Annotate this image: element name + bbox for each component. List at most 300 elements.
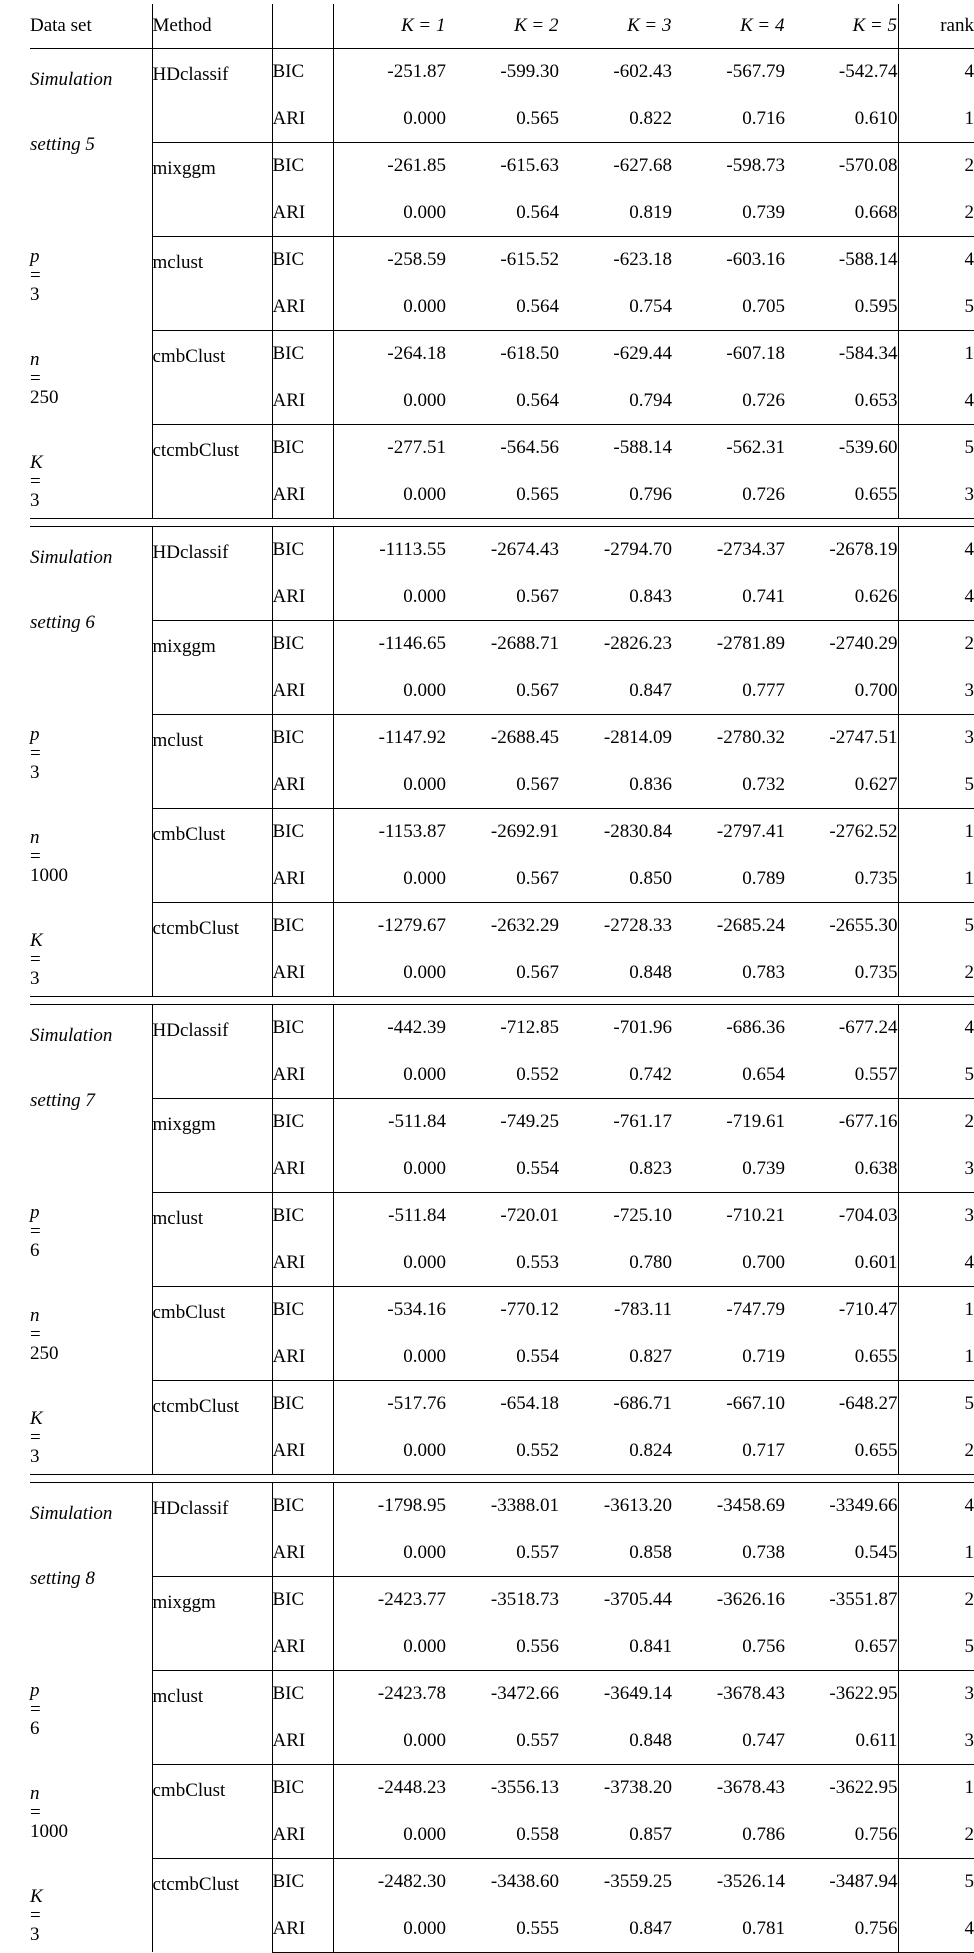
table-header-row [30, 4, 974, 48]
value-k3: 0.794 [629, 389, 672, 411]
header-rank: rank [898, 4, 974, 48]
value-k2: 0.565 [516, 107, 559, 129]
dataset-param-p: p = 3 [30, 724, 41, 783]
dataset-cell [30, 1482, 152, 1952]
value-k3: 0.850 [629, 867, 672, 889]
value-k2: -3438.60 [446, 1858, 559, 1905]
value-k3: -3649.14 [559, 1670, 672, 1717]
rank-cell: 5 [964, 1063, 974, 1085]
value-k4: -603.16 [672, 236, 785, 283]
value-k5: 0.735 [785, 855, 898, 902]
table-row [30, 1380, 974, 1427]
value-k3: -2826.23 [559, 620, 672, 667]
rank-cell: 3 [964, 679, 974, 701]
value-k4: 0.756 [742, 1635, 785, 1657]
value-k5: 0.595 [785, 283, 898, 330]
value-k4: 0.777 [742, 679, 785, 701]
dataset-param-K: K = 3 [30, 452, 43, 511]
value-k5: -584.34 [785, 330, 898, 377]
value-k2: 0.567 [516, 679, 559, 701]
rank-cell: 1 [898, 808, 974, 855]
value-k5: -648.27 [785, 1380, 898, 1427]
rank-cell: 1 [898, 1764, 974, 1811]
value-k4: 0.717 [742, 1439, 785, 1461]
value-k4: 0.783 [742, 961, 785, 983]
rank-cell: 3 [964, 1157, 974, 1179]
value-k2: 0.556 [516, 1635, 559, 1657]
value-k1: -534.16 [333, 1286, 446, 1333]
value-k2: 0.564 [516, 295, 559, 317]
value-k3: 0.823 [629, 1157, 672, 1179]
value-k2: -749.25 [446, 1098, 559, 1145]
value-k5: 0.626 [785, 573, 898, 620]
value-k2: -770.12 [446, 1286, 559, 1333]
method-cell: ctcmbClust [152, 424, 272, 518]
header-dataset: Data set [30, 4, 152, 48]
criterion-cell: ARI [272, 1905, 333, 1952]
value-k1: 0.000 [403, 1541, 446, 1563]
rank-cell: 2 [898, 1576, 974, 1623]
value-k4: 0.781 [672, 1905, 785, 1952]
rank-cell: 4 [964, 539, 974, 561]
rank-cell: 3 [964, 483, 974, 505]
dataset-title-line-1: Simulation [30, 1503, 113, 1525]
value-k1: -1279.67 [333, 902, 446, 949]
block-separator-rule [30, 996, 974, 1004]
value-k4: -3458.69 [716, 1495, 785, 1517]
value-k1: -1147.92 [333, 714, 446, 761]
value-k5: -704.03 [785, 1192, 898, 1239]
value-k5: 0.627 [785, 761, 898, 808]
value-k1: 0.000 [403, 1157, 446, 1179]
value-k5: -2655.30 [785, 902, 898, 949]
rank-cell: 2 [898, 142, 974, 189]
criterion-cell: BIC [272, 714, 333, 761]
header-k-2: K = 2 [446, 4, 559, 48]
value-k2: 0.552 [516, 1063, 559, 1085]
value-k2: 0.557 [516, 1729, 559, 1751]
value-k1: 0.000 [403, 201, 446, 223]
value-k5: -710.47 [785, 1286, 898, 1333]
value-k3: -2728.33 [559, 902, 672, 949]
rank-cell: 5 [964, 773, 974, 795]
value-k1: -511.84 [333, 1192, 446, 1239]
criterion-cell: ARI [272, 1811, 333, 1858]
value-k5: -539.60 [785, 424, 898, 471]
method-cell: mixggm [152, 1098, 272, 1192]
value-k3: 0.819 [629, 201, 672, 223]
value-k5: 0.601 [785, 1239, 898, 1286]
method-cell: mixggm [152, 620, 272, 714]
criterion-cell: ARI [272, 761, 333, 808]
value-k1: 0.000 [403, 679, 446, 701]
value-k4: -686.36 [726, 1017, 785, 1039]
value-k1: 0.000 [403, 1063, 446, 1085]
value-k3: -701.96 [613, 1017, 672, 1039]
criterion-cell: ARI [272, 855, 333, 902]
value-k1: -1153.87 [333, 808, 446, 855]
value-k3: 0.847 [629, 679, 672, 701]
table-row [30, 526, 974, 573]
criterion-cell: BIC [272, 1286, 333, 1333]
value-k1: 0.000 [403, 1729, 446, 1751]
dataset-param-p: p = 6 [30, 1680, 41, 1740]
value-k3: -629.44 [559, 330, 672, 377]
criterion-cell: BIC [272, 526, 333, 573]
value-k5: 0.668 [785, 189, 898, 236]
dataset-param-n: n = 1000 [30, 1783, 68, 1843]
rank-cell: 2 [964, 1823, 974, 1845]
rank-cell: 2 [964, 1439, 974, 1461]
rank-cell: 5 [898, 424, 974, 471]
criterion-cell: ARI [272, 667, 333, 714]
criterion-cell: BIC [272, 236, 333, 283]
criterion-cell: BIC [272, 1380, 333, 1427]
value-k5: 0.610 [785, 95, 898, 142]
block-separator-rule [30, 518, 974, 526]
rank-cell: 5 [898, 902, 974, 949]
value-k5: -570.08 [785, 142, 898, 189]
table-row [30, 902, 974, 949]
criterion-cell: BIC [272, 48, 333, 95]
rank-cell: 4 [964, 389, 974, 411]
criterion-cell: ARI [272, 283, 333, 330]
criterion-cell: ARI [272, 1239, 333, 1286]
value-k2: 0.564 [516, 201, 559, 223]
value-k1: 0.000 [403, 483, 446, 505]
value-k3: -783.11 [559, 1286, 672, 1333]
value-k1: 0.000 [403, 1823, 446, 1845]
rank-cell: 1 [964, 1345, 974, 1367]
value-k4: -747.79 [672, 1286, 785, 1333]
method-cell: mixggm [152, 142, 272, 236]
value-k5: -542.74 [785, 48, 898, 95]
value-k3: -623.18 [559, 236, 672, 283]
dataset-title-line-2: setting 8 [30, 1568, 95, 1590]
value-k3: -725.10 [559, 1192, 672, 1239]
value-k3: -2794.70 [603, 539, 672, 561]
rank-cell: 4 [964, 1017, 974, 1039]
rank-cell: 2 [898, 620, 974, 667]
value-k2: -3472.66 [446, 1670, 559, 1717]
value-k1: -2423.77 [333, 1576, 446, 1623]
table-row [30, 1192, 974, 1239]
value-k1: 0.000 [403, 389, 446, 411]
criterion-cell: BIC [272, 1482, 333, 1529]
value-k4: 0.747 [742, 1729, 785, 1751]
method-cell: mclust [152, 236, 272, 330]
method-cell: cmbClust [152, 330, 272, 424]
table-row [30, 808, 974, 855]
value-k1: -1113.55 [379, 539, 446, 561]
method-cell: ctcmbClust [152, 1380, 272, 1474]
criterion-cell: ARI [272, 949, 333, 996]
rank-cell: 2 [964, 961, 974, 983]
value-k1: -1798.95 [377, 1495, 446, 1517]
value-k2: -2674.43 [490, 539, 559, 561]
rank-cell: 4 [964, 1495, 974, 1517]
criterion-cell: BIC [272, 1004, 333, 1051]
value-k3: -686.71 [559, 1380, 672, 1427]
criterion-cell: ARI [272, 1145, 333, 1192]
rank-cell: 4 [964, 1251, 974, 1273]
value-k5: 0.655 [785, 471, 898, 518]
value-k4: 0.716 [742, 107, 785, 129]
rank-cell: 4 [964, 585, 974, 607]
rank-cell: 3 [964, 1729, 974, 1751]
value-k5: 0.655 [785, 1427, 898, 1474]
value-k2: -3556.13 [446, 1764, 559, 1811]
block-separator [30, 1474, 974, 1482]
value-k1: 0.000 [333, 1905, 446, 1952]
rank-cell: 4 [898, 1905, 974, 1952]
method-cell: mclust [152, 714, 272, 808]
block-separator-rule [30, 1474, 974, 1482]
value-k1: 0.000 [403, 1345, 446, 1367]
table-sheet [0, 4, 974, 1946]
table-row [30, 1670, 974, 1717]
method-cell: ctcmbClust [152, 1858, 272, 1952]
value-k5: 0.700 [785, 667, 898, 714]
table-row [30, 330, 974, 377]
value-k4: -719.61 [672, 1098, 785, 1145]
value-k4: -607.18 [672, 330, 785, 377]
value-k1: 0.000 [403, 867, 446, 889]
criterion-cell: BIC [272, 1670, 333, 1717]
criterion-cell: ARI [272, 1623, 333, 1670]
value-k2: -618.50 [446, 330, 559, 377]
value-k2: 0.567 [516, 867, 559, 889]
header-criterion [272, 4, 333, 48]
table-row [30, 1764, 974, 1811]
rank-cell: 3 [898, 1192, 974, 1239]
value-k3: 0.827 [629, 1345, 672, 1367]
rank-cell: 1 [964, 1541, 974, 1563]
value-k3: -602.43 [613, 61, 672, 83]
rank-cell: 4 [898, 236, 974, 283]
value-k4: -562.31 [672, 424, 785, 471]
value-k3: 0.754 [629, 295, 672, 317]
value-k4: 0.700 [742, 1251, 785, 1273]
criterion-cell: ARI [272, 1427, 333, 1474]
value-k4: -3526.14 [672, 1858, 785, 1905]
value-k2: 0.565 [516, 483, 559, 505]
value-k5: 0.655 [785, 1333, 898, 1380]
criterion-cell: BIC [272, 142, 333, 189]
value-k2: -2632.29 [446, 902, 559, 949]
header-method: Method [152, 4, 272, 48]
rank-cell: 3 [898, 1670, 974, 1717]
value-k5: 0.756 [785, 1811, 898, 1858]
value-k3: -3738.20 [559, 1764, 672, 1811]
method-cell: ctcmbClust [152, 902, 272, 996]
value-k2: -599.30 [500, 61, 559, 83]
value-k1: 0.000 [403, 1635, 446, 1657]
value-k5: 0.653 [785, 377, 898, 424]
value-k5: -2762.52 [785, 808, 898, 855]
value-k3: 0.847 [559, 1905, 672, 1952]
dataset-cell [30, 48, 152, 518]
criterion-cell: BIC [272, 1098, 333, 1145]
value-k2: 0.567 [516, 961, 559, 983]
value-k3: -3613.20 [603, 1495, 672, 1517]
value-k4: -598.73 [672, 142, 785, 189]
table-row [30, 1576, 974, 1623]
value-k1: -2423.78 [333, 1670, 446, 1717]
value-k2: -712.85 [500, 1017, 559, 1039]
value-k2: 0.552 [516, 1439, 559, 1461]
header-k-1: K = 1 [333, 4, 446, 48]
block-separator [30, 518, 974, 526]
criterion-cell: BIC [272, 620, 333, 667]
table-row [30, 48, 974, 95]
value-k3: 0.836 [629, 773, 672, 795]
value-k5: 0.557 [785, 1051, 898, 1098]
value-k5: 0.735 [785, 949, 898, 996]
value-k1: -261.85 [333, 142, 446, 189]
value-k4: -2685.24 [672, 902, 785, 949]
dataset-title-line-2: setting 6 [30, 612, 95, 633]
value-k3: -627.68 [559, 142, 672, 189]
table-row [30, 236, 974, 283]
dataset-cell [30, 526, 152, 996]
rank-cell: 5 [964, 1635, 974, 1657]
value-k2: -3388.01 [490, 1495, 559, 1517]
value-k3: -588.14 [559, 424, 672, 471]
value-k4: 0.726 [742, 483, 785, 505]
rank-cell: 4 [964, 61, 974, 83]
table-row [30, 1098, 974, 1145]
block-separator [30, 996, 974, 1004]
value-k5: -677.24 [785, 1004, 898, 1051]
value-k2: 0.554 [516, 1345, 559, 1367]
value-k1: 0.000 [403, 107, 446, 129]
value-k3: 0.858 [629, 1541, 672, 1563]
value-k1: -277.51 [333, 424, 446, 471]
method-cell: HDclassif [152, 526, 272, 620]
value-k4: 0.726 [742, 389, 785, 411]
value-k5: -3551.87 [785, 1576, 898, 1623]
value-k5: -3622.95 [785, 1670, 898, 1717]
value-k2: -564.56 [446, 424, 559, 471]
value-k4: -2734.37 [716, 539, 785, 561]
table-row [30, 1004, 974, 1051]
value-k1: -251.87 [387, 61, 446, 83]
value-k5: -2747.51 [785, 714, 898, 761]
criterion-cell: BIC [272, 902, 333, 949]
criterion-cell: ARI [272, 471, 333, 518]
value-k2: 0.557 [516, 1541, 559, 1563]
value-k5: 0.756 [785, 1905, 898, 1952]
value-k1: -442.39 [387, 1017, 446, 1039]
value-k2: 0.553 [516, 1251, 559, 1273]
value-k5: 0.638 [785, 1145, 898, 1192]
value-k5: -2740.29 [785, 620, 898, 667]
dataset-param-K: K = 3 [30, 1886, 43, 1946]
value-k4: 0.739 [742, 1157, 785, 1179]
rank-cell: 1 [964, 867, 974, 889]
dataset-title-line-2: setting 5 [30, 134, 95, 155]
criterion-cell: ARI [272, 95, 333, 142]
value-k1: 0.000 [403, 585, 446, 607]
value-k2: -615.52 [446, 236, 559, 283]
method-cell: cmbClust [152, 1764, 272, 1858]
criterion-cell: BIC [272, 424, 333, 471]
value-k5: -677.16 [785, 1098, 898, 1145]
value-k2: 0.564 [516, 389, 559, 411]
rank-cell: 1 [898, 1286, 974, 1333]
value-k1: -511.84 [333, 1098, 446, 1145]
value-k1: 0.000 [403, 295, 446, 317]
rank-cell: 2 [964, 201, 974, 223]
value-k3: 0.848 [629, 961, 672, 983]
value-k4: 0.741 [742, 585, 785, 607]
value-k1: 0.000 [403, 1251, 446, 1273]
value-k4: -667.10 [672, 1380, 785, 1427]
value-k1: -2448.23 [333, 1764, 446, 1811]
value-k4: 0.738 [742, 1541, 785, 1563]
criterion-cell: ARI [272, 1051, 333, 1098]
value-k4: -567.79 [726, 61, 785, 83]
value-k1: -264.18 [333, 330, 446, 377]
rank-cell: 5 [898, 1380, 974, 1427]
value-k2: 0.554 [516, 1157, 559, 1179]
criterion-cell: BIC [272, 1192, 333, 1239]
rank-cell: 2 [898, 1098, 974, 1145]
value-k5: 0.657 [785, 1623, 898, 1670]
method-cell: mclust [152, 1670, 272, 1764]
dataset-title-line-1: Simulation [30, 547, 113, 568]
method-cell: mclust [152, 1192, 272, 1286]
dataset-title-line-1: Simulation [30, 69, 113, 90]
results-table [30, 4, 974, 1953]
criterion-cell: BIC [272, 1858, 333, 1905]
value-k2: -720.01 [446, 1192, 559, 1239]
rank-cell: 1 [898, 330, 974, 377]
value-k5: 0.611 [785, 1717, 898, 1764]
value-k2: -2692.91 [446, 808, 559, 855]
header-k-3: K = 3 [559, 4, 672, 48]
dataset-param-p: p = 3 [30, 246, 41, 305]
criterion-cell: ARI [272, 377, 333, 424]
rank-cell: 1 [964, 107, 974, 129]
value-k3: 0.824 [629, 1439, 672, 1461]
value-k5: -3622.95 [785, 1764, 898, 1811]
value-k5: -3349.66 [785, 1482, 898, 1529]
value-k2: -654.18 [446, 1380, 559, 1427]
dataset-param-p: p = 6 [30, 1202, 41, 1261]
value-k4: -3626.16 [672, 1576, 785, 1623]
criterion-cell: BIC [272, 1764, 333, 1811]
criterion-cell: BIC [272, 1576, 333, 1623]
rank-cell: 5 [964, 295, 974, 317]
table-row [30, 1858, 974, 1905]
table-row [30, 142, 974, 189]
value-k4: 0.789 [742, 867, 785, 889]
table-row [30, 1482, 974, 1529]
value-k3: -2830.84 [559, 808, 672, 855]
header-k-4: K = 4 [672, 4, 785, 48]
criterion-cell: ARI [272, 1529, 333, 1576]
value-k4: 0.786 [742, 1823, 785, 1845]
dataset-param-K: K = 3 [30, 930, 43, 989]
rank-cell: 3 [898, 714, 974, 761]
method-cell: HDclassif [152, 48, 272, 142]
dataset-title-line-1: Simulation [30, 1025, 113, 1046]
header-k-5: K = 5 [785, 4, 898, 48]
criterion-cell: BIC [272, 808, 333, 855]
value-k2: 0.567 [516, 773, 559, 795]
